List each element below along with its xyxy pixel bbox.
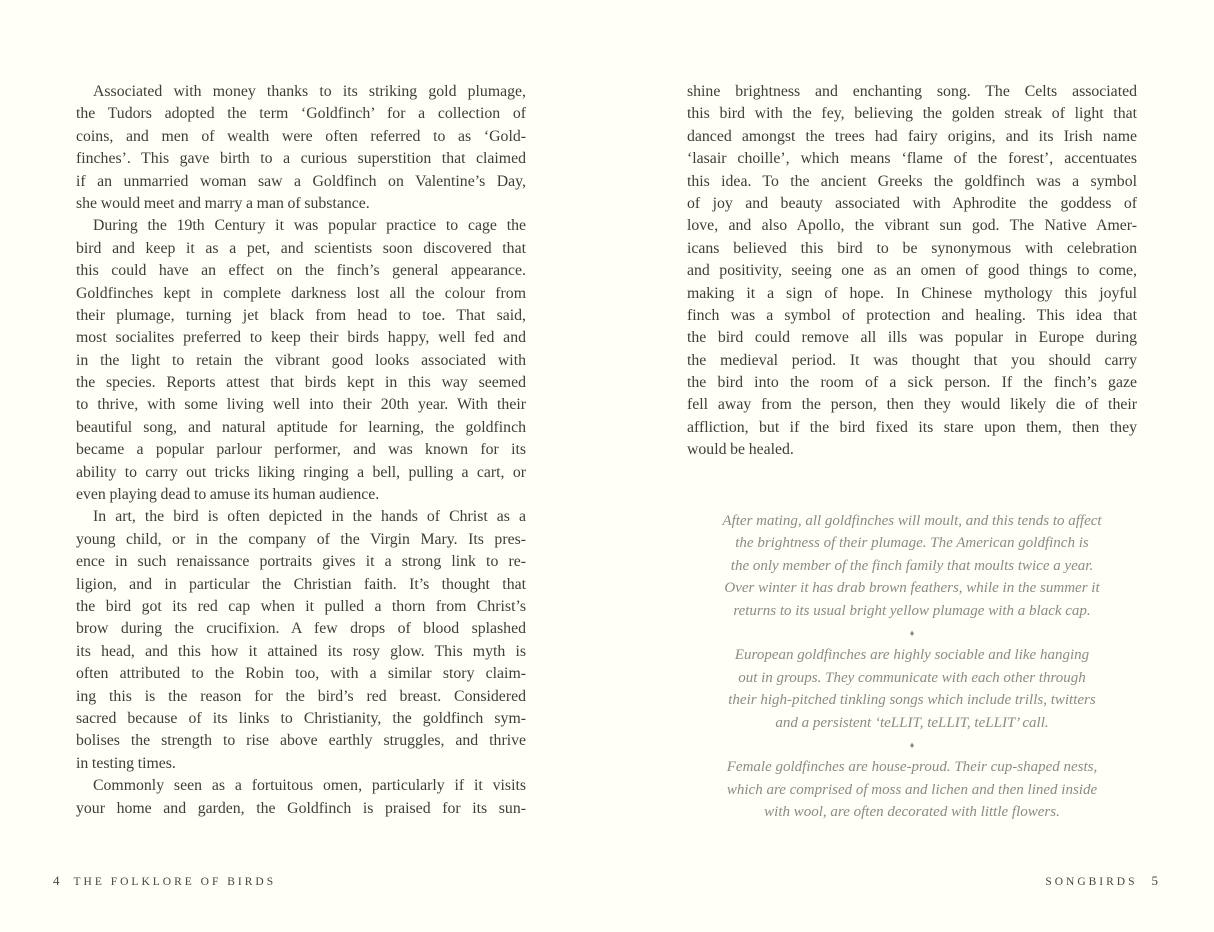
text-line: Commonly seen as a fortuitous omen, particularly if it visits [93,777,526,795]
text-line: sacred because of its links to Christianity, the goldfinch sym- [76,709,526,727]
text-line: shine brightness and enchanting song. The Celts associated [687,83,1137,100]
text-line: of joy and beauty associated with Aphrodite the goddess of [687,194,1137,212]
left-page-body [76,81,526,820]
text-line: this idea. To the ancient Greeks the goldfinch was a symbol [687,172,1137,190]
fact-block [676,644,1148,734]
text-line: often attributed to the Robin too, with a similar story claim- [76,665,526,683]
left-page-number: 4 [53,873,60,888]
text-line: ligion, and in particular the Christian faith. It’s thought that [76,575,526,593]
diamond-separator-icon: ♦ [909,740,915,751]
text-line: Goldfinches kept in complete darkness lost all the colour from [76,284,526,302]
text-line: bird and keep it as a pet, and scientists soon discovered that [76,239,526,257]
text-line: finches’. This gave birth to a curious superstition that claimed [76,150,526,168]
paragraph [76,81,526,215]
text-line: in testing times. [76,754,176,772]
fact-line: European goldfinches are highly sociable and like hanging [734,647,1090,664]
fact-line: Over winter it has drab brown feathers, while in the summer it [724,580,1100,597]
text-line: icans believed this bird to be synonymous with celebration [687,239,1137,257]
text-line: its head, and this how it attained its rosy glow. This myth is [76,642,526,660]
text-line: affliction, but if the bird fixed its stare upon them, then they [687,418,1137,436]
fact-block [676,756,1148,823]
text-line: ing this is the reason for the bird’s red breast. Considered [76,687,526,705]
fact-line: which are comprised of moss and lichen and then lined inside [726,781,1098,798]
text-line: love, and also Apollo, the vibrant sun god. The Native Amer- [687,217,1137,235]
text-line: became a popular parlour performer, and was known for its [76,441,526,459]
text-line: to thrive, with some living well into their 20th year. With their [76,396,526,414]
text-line: would be healed. [687,441,794,459]
fact-line: their high-pitched tinkling songs which include trills, twitters [728,692,1096,709]
paragraph [76,506,526,775]
text-line: their plumage, turning jet black from head to toe. That said, [76,306,526,324]
text-line: the species. Reports attest that birds kept in this way seemed [76,374,526,392]
paragraph [76,775,526,820]
text-line: coins, and men of wealth were often referred to as ‘Gold- [76,127,526,145]
text-line: and positivity, seeing one as an omen of good things to come, [687,262,1137,280]
text-line: brow during the crucifixion. A few drops of blood splashed [76,620,526,638]
fact-line: the only member of the finch family that moults twice a year. [730,557,1094,574]
text-line: this bird with the fey, believing the golden streak of light that [687,105,1137,123]
text-line: finch was a symbol of protection and healing. This idea that [687,306,1137,324]
text-line: fell away from the person, then they would likely die of their [687,396,1137,414]
text-line: most socialites preferred to keep their birds happy, well fed and [76,329,526,347]
book-title: THE FOLKLORE OF BIRDS [73,876,277,888]
text-line: Associated with money thanks to its striking gold plumage, [93,83,526,100]
text-line: making it a sign of hope. In Chinese mythology this joyful [687,284,1137,302]
text-line: even playing dead to amuse its human audience. [76,486,380,504]
text-line: danced amongst the trees had fairy origins, and its Irish name [687,127,1137,145]
fact-line: and a persistent ‘teLLIT, teLLIT, teLLIT’ call. [775,714,1049,731]
text-line: this could have an effect on the finch’s general appearance. [76,262,526,280]
paragraph [687,81,1137,462]
right-page-number: 5 [1151,873,1158,888]
text-line: in the light to retain the vibrant good looks associated with [76,351,526,369]
text-line: the bird got its red cap when it pulled a thorn from Christ’s [76,597,526,615]
text-line: During the 19th Century it was popular practice to cage the [93,217,526,235]
right-page-footer [1045,873,1158,889]
text-line: ence in such renaissance portraits gives it a strong link to re- [76,553,526,571]
right-page-body [687,81,1137,462]
text-line: In art, the bird is often depicted in the hands of Christ as a [93,508,526,526]
fact-line: with wool, are often decorated with little flowers. [764,804,1060,821]
diamond-separator-icon: ♦ [909,628,915,639]
fact-line: the brightness of their plumage. The American goldfinch is [735,535,1089,552]
fact-block [676,510,1148,622]
paragraph [76,215,526,506]
chapter-title: SONGBIRDS [1045,876,1138,888]
left-page-footer [53,873,276,889]
fact-line: After mating, all goldfinches will moult, and this tends to affect [722,513,1102,529]
facts-section [676,510,1148,824]
text-line: the Tudors adopted the term ‘Goldfinch’ for a collection of [76,105,526,123]
text-line: young child, or in the company of the Virgin Mary. Its pres- [76,530,526,548]
text-line: the medieval period. It was thought that you should carry [687,351,1137,369]
text-line: ability to carry out tricks liking ringing a bell, pulling a cart, or [76,463,526,481]
text-line: beautiful song, and natural aptitude for learning, the goldfinch [76,418,526,436]
text-line: bolises the strength to rise above earthly struggles, and thrive [76,732,526,750]
fact-line: out in groups. They communicate with each other through [738,669,1086,686]
text-line: she would meet and marry a man of substance. [76,194,370,212]
text-line: ‘lasair choille’, which means ‘flame of the forest’, accentuates [687,150,1137,168]
fact-line: returns to its usual bright yellow plumage with a black cap. [733,602,1091,619]
text-line: if an unmarried woman saw a Goldfinch on Valentine’s Day, [76,172,526,190]
text-line: the bird into the room of a sick person. If the finch’s gaze [687,374,1137,392]
fact-line: Female goldfinches are house-proud. Their cup-shaped nests, [726,759,1098,776]
text-line: your home and garden, the Goldfinch is praised for its sun- [76,799,526,817]
text-line: the bird could remove all ills was popular in Europe during [687,329,1137,347]
